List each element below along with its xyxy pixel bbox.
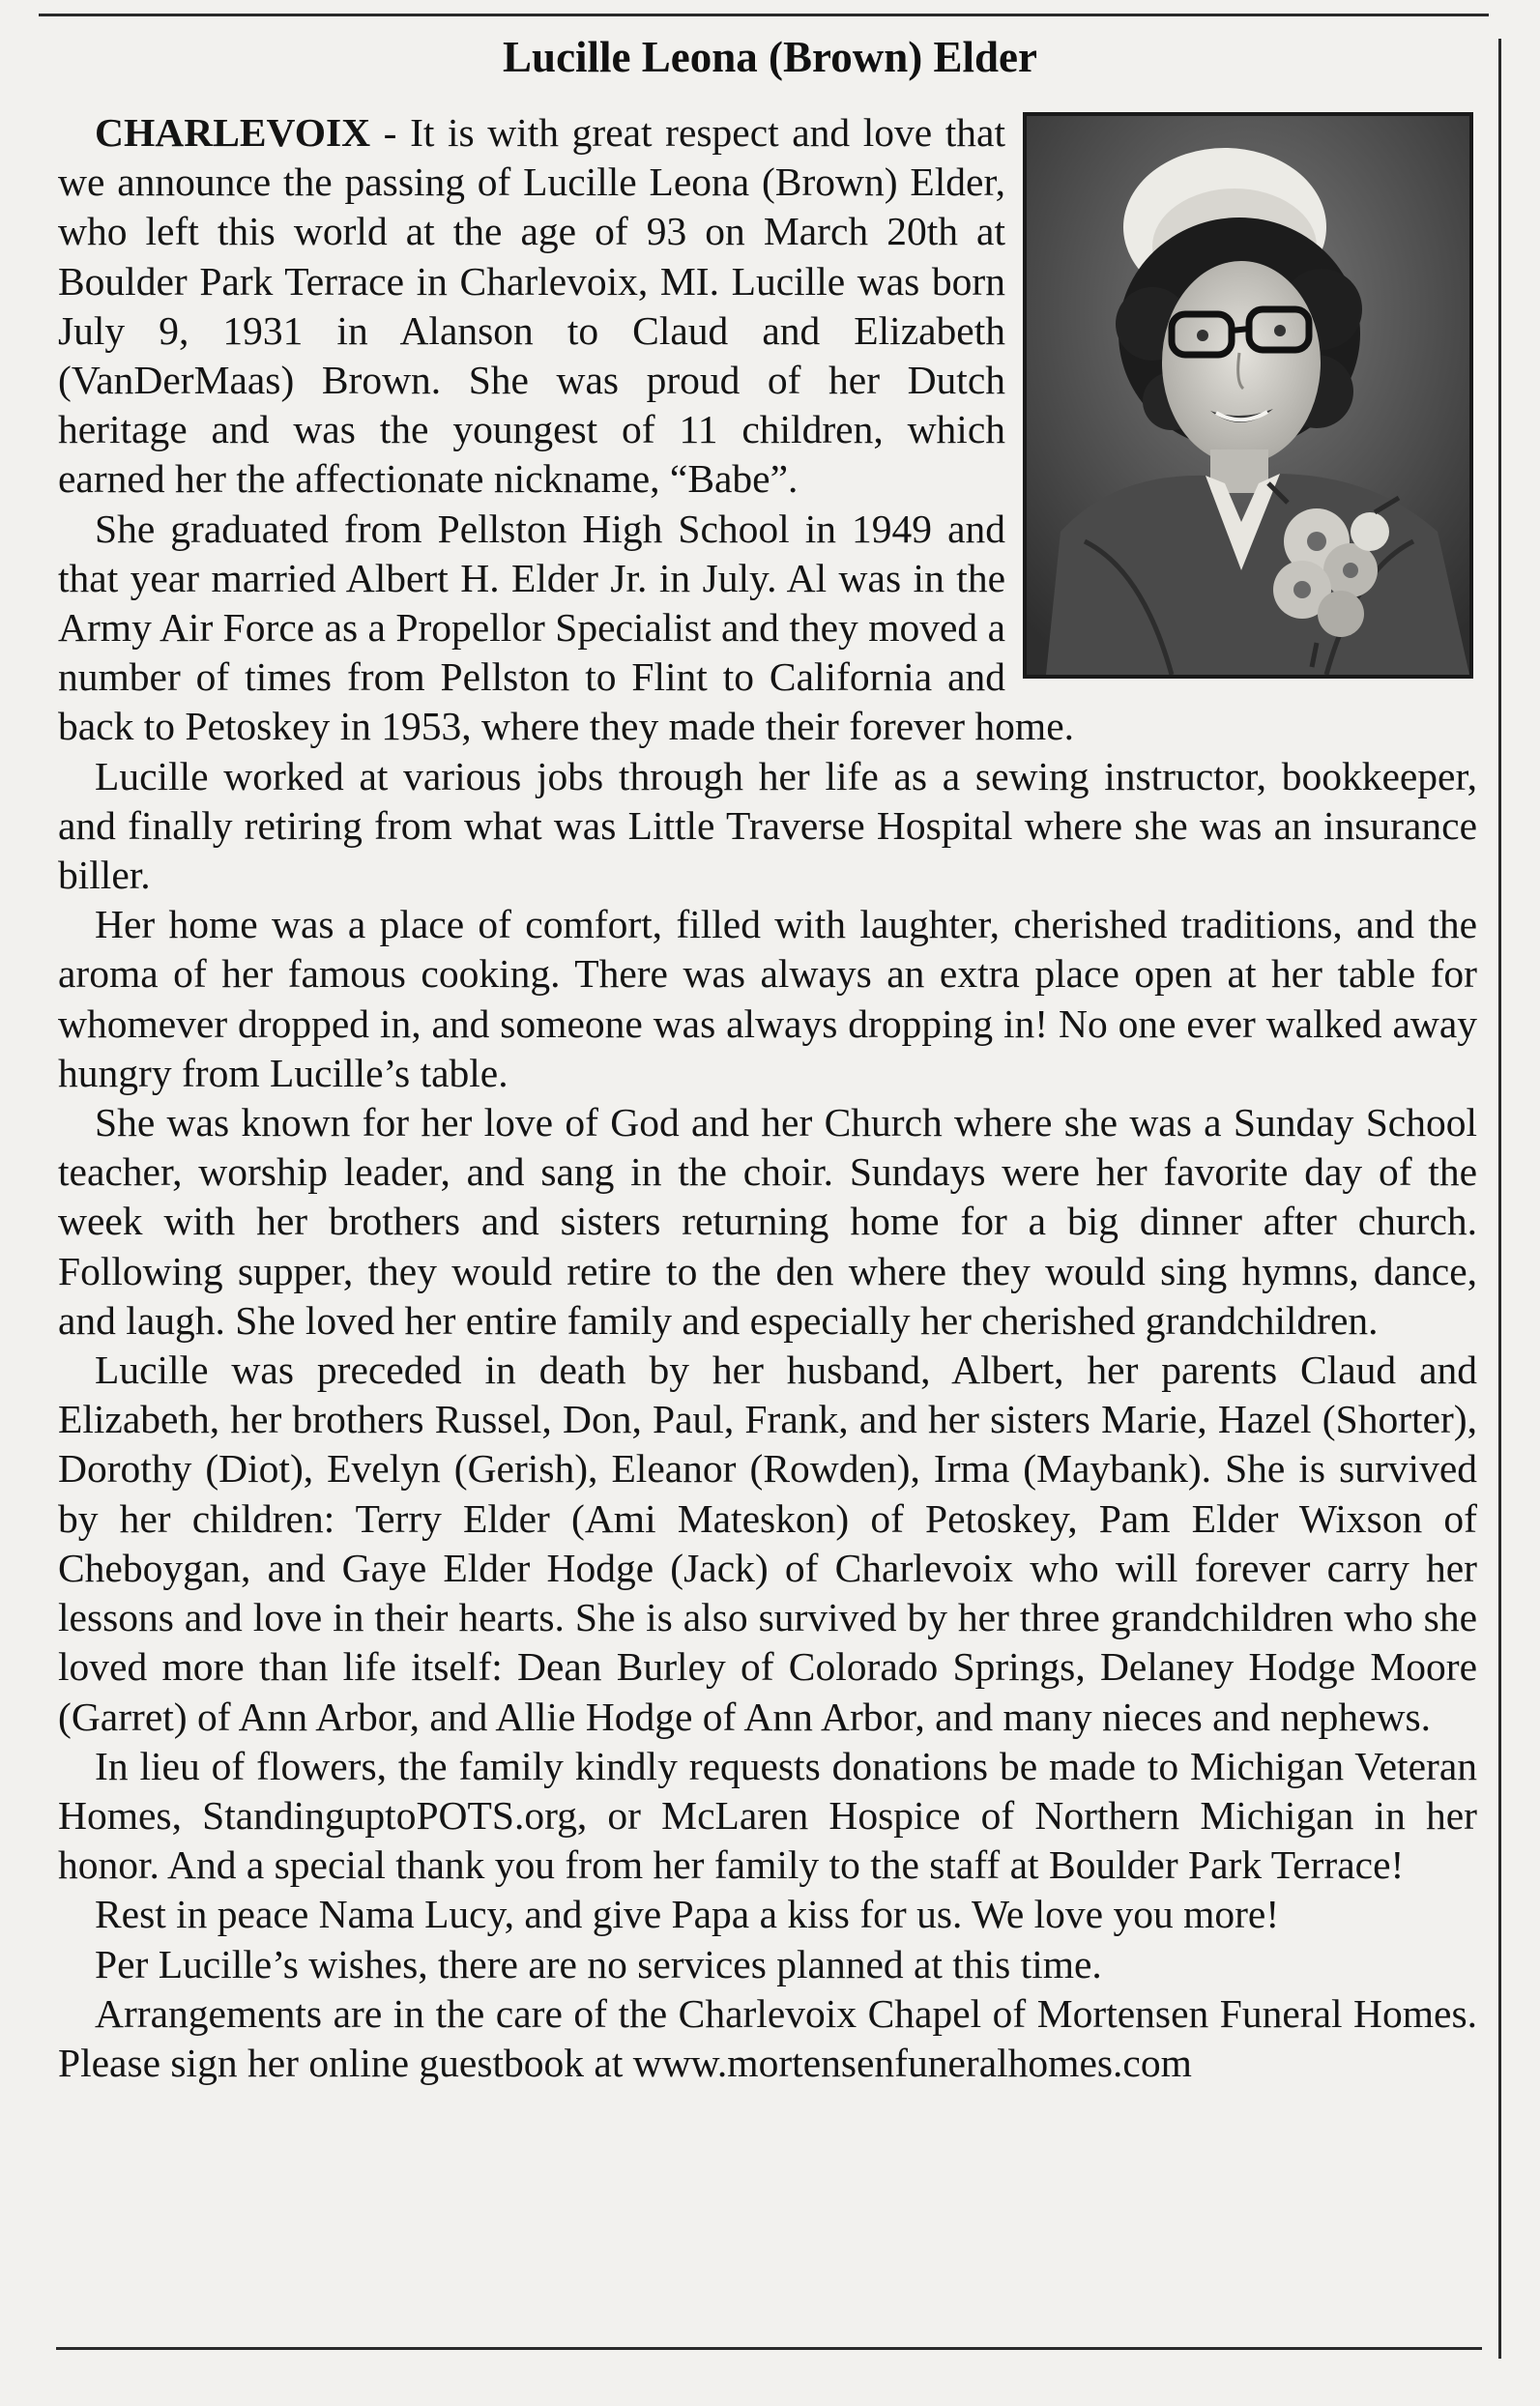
paragraph-career: Lucille worked at various jobs through her life as a sewing instructor, bookkeeper, and finally retiring from what was Little Traverse Hospital where she was an insurance biller. bbox=[58, 753, 1477, 898]
paragraph-family: Lucille was preceded in death by her husband, Albert, her parents Claud and Elizabeth, her brothers Russel, Don, Paul, Frank, and her sisters Marie, Hazel (Shorter), Dorothy (Diot), Evelyn (Gerish), Eleanor (Rowden), Irma (Maybank). She is survived by her children: Terry Elder (Ami Mateskon) of Petoskey, Pam Elder Wixson of Cheboygan, and Gaye Elder Hodge (Jack) of Charlevoix who will forever carry her lessons and love in their hearts. She is also survived by her three grandchildren who she loved more than life itself: Dean Burley of Colorado Springs, Delaney Hodge Moore (Garret) of Ann Arbor, and Allie Hodge of Ann Arbor, and many nieces and nephews. bbox=[58, 1348, 1477, 1739]
paragraph-services: Per Lucille’s wishes, there are no services planned at this time. bbox=[95, 1941, 1102, 1986]
paragraph-education-marriage: She graduated from Pellston High School in 1949 and that year married Albert H. Elder Jr. in July. Al was in the Army Air Force as a Propellor Specialist and they moved a number of times from Pellston to Flint to California and back to Petoskey in 1953, where they made their forever home. bbox=[58, 506, 1074, 749]
photo-wrap-space bbox=[1005, 108, 1477, 692]
paragraph-home: Her home was a place of comfort, filled with laughter, cherished traditions, and the aroma of her famous cooking. There was always an extra place open at her table for whomever dropped in, and someone was always dropping in! No one ever walked away hungry from Lucille’s table. bbox=[58, 902, 1477, 1095]
lead-text: - It is with great respect and love that we announce the passing of Lucille Leona (Brown) Elder, who left this world at the age of 93 on March 20th at Boulder Park Terrace in Charlevoix, MI. Lucille was born July 9, 1931 in Alanson to Claud and Elizabeth (VanDerMaas) Brown. She was proud of her Dutch heritage and was the youngest of 11 children, which earned her the affectionate nickname, “Babe”. bbox=[58, 110, 1005, 502]
obituary-headline: Lucille Leona (Brown) Elder bbox=[503, 33, 1037, 81]
bottom-rule bbox=[56, 2347, 1482, 2350]
top-rule bbox=[39, 14, 1489, 16]
obituary-body bbox=[58, 108, 1477, 2088]
paragraph-farewell: Rest in peace Nama Lucy, and give Papa a kiss for us. We love you more! bbox=[95, 1892, 1280, 1937]
paragraph-faith: She was known for her love of God and her Church where she was a Sunday School teacher, worship leader, and sang in the choir. Sundays were her favorite day of the week with her brothers and sisters returning home for a big dinner after church. Following supper, they would retire to the den where they would sing hymns, dance, and laugh. She loved her entire family and especially her cherished grandchildren. bbox=[58, 1100, 1477, 1343]
paragraph-donations: In lieu of flowers, the family kindly requests donations be made to Michigan Veteran Homes, StandinguptoPOTS.org, or McLaren Hospice of Northern Michigan in her honor. And a special thank you from her family to the staff at Boulder Park Terrace! bbox=[58, 1743, 1477, 1888]
dateline: CHARLEVOIX bbox=[95, 110, 371, 155]
column-rule bbox=[1498, 39, 1501, 2359]
paragraph-arrangements: Arrangements are in the care of the Charlevoix Chapel of Mortensen Funeral Homes. Please sign her online guestbook at www.mortensenfuneralhomes.com bbox=[58, 1990, 1477, 2085]
